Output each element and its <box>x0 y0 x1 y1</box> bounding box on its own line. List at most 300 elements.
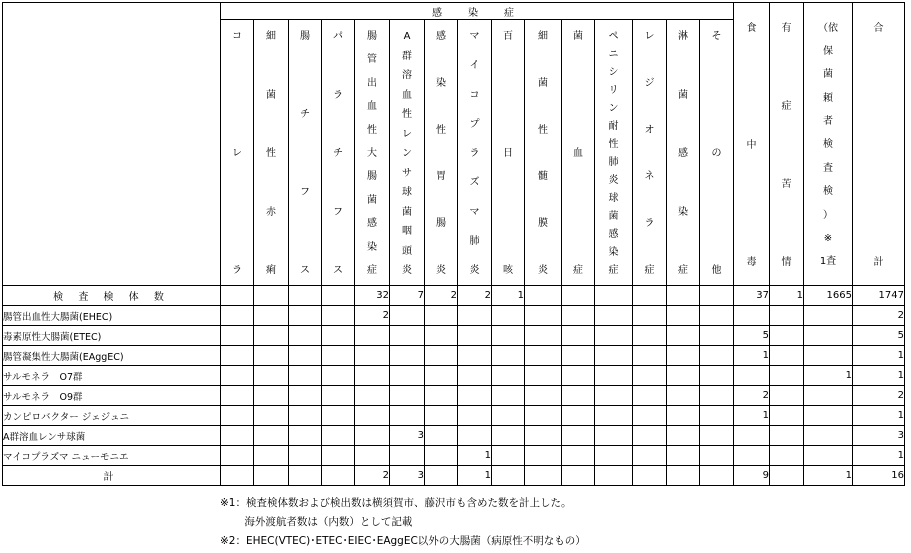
count-cell <box>770 306 804 326</box>
count-cell: 1665 <box>804 286 853 306</box>
header-char: 肺 <box>608 157 619 168</box>
count-cell <box>221 386 254 406</box>
header-char: 菌 <box>538 77 548 89</box>
header-char: 1査 <box>819 256 837 268</box>
header-char: マ <box>469 206 480 218</box>
count-cell <box>770 426 804 446</box>
count-cell <box>221 366 254 386</box>
count-cell <box>667 286 700 306</box>
count-cell <box>425 386 458 406</box>
row-label: A群溶血レンサ球菌 <box>3 426 221 446</box>
header-char: 菌 <box>573 31 583 42</box>
count-cell: 1 <box>734 406 770 426</box>
row-label: 毒素原性大腸菌(ETEC) <box>3 326 221 346</box>
count-cell: 1 <box>734 346 770 366</box>
header-row-top <box>3 3 905 20</box>
header-char: 症 <box>573 265 583 276</box>
table-row <box>3 386 905 406</box>
header-char: 苦 <box>781 178 792 190</box>
count-cell <box>254 386 289 406</box>
count-cell <box>525 426 562 446</box>
count-cell: 3 <box>390 466 425 486</box>
header-char: プ <box>469 118 480 130</box>
count-cell <box>700 326 734 346</box>
header-char: 髄 <box>538 171 548 183</box>
count-cell: 1 <box>458 446 492 466</box>
count-cell <box>425 306 458 326</box>
table-row <box>3 346 905 366</box>
count-cell <box>254 426 289 446</box>
header-char: ン <box>402 148 412 159</box>
header-char: ネ <box>644 171 655 183</box>
count-cell <box>700 366 734 386</box>
count-cell <box>221 406 254 426</box>
table-row <box>3 426 905 446</box>
header-char: 管 <box>367 54 377 66</box>
header-char: 染 <box>678 206 688 218</box>
header-char: 性 <box>367 124 377 136</box>
row-label: カンピロバクター ジェジュニ <box>3 406 221 426</box>
count-cell: 1 <box>770 286 804 306</box>
count-cell <box>595 406 633 426</box>
infection-column-header <box>355 20 390 286</box>
header-char: オ <box>644 124 655 136</box>
count-cell: 5 <box>734 326 770 346</box>
header-char: パ <box>333 31 343 42</box>
count-cell <box>289 446 322 466</box>
table-row <box>3 366 905 386</box>
count-cell: 1 <box>804 366 853 386</box>
count-cell <box>700 406 734 426</box>
count-cell <box>390 366 425 386</box>
complaint-header <box>770 3 804 286</box>
count-cell <box>289 406 322 426</box>
count-cell <box>562 466 595 486</box>
count-cell <box>425 426 458 446</box>
count-cell <box>221 286 254 306</box>
row-label: 計 <box>3 466 221 486</box>
header-char: そ <box>711 31 722 42</box>
count-cell <box>734 366 770 386</box>
count-cell <box>492 326 525 346</box>
header-char: 症 <box>781 100 792 112</box>
header-char: 者 <box>823 116 833 128</box>
header-char: 淋 <box>678 31 688 42</box>
header-char: 毒 <box>746 256 757 268</box>
count-cell: 2 <box>355 466 390 486</box>
count-cell: 1 <box>853 366 905 386</box>
count-cell: 2 <box>853 306 905 326</box>
count-cell <box>734 426 770 446</box>
count-cell <box>700 446 734 466</box>
count-cell <box>525 406 562 426</box>
header-char: コ <box>232 31 242 42</box>
header-char: ラ <box>644 218 655 230</box>
count-cell <box>254 466 289 486</box>
count-cell: 1 <box>853 346 905 366</box>
infection-group-label: 感 染 症 <box>221 3 734 20</box>
header-char: 赤 <box>266 206 276 218</box>
count-cell <box>322 386 355 406</box>
header-char: 腸 <box>300 31 310 42</box>
infection-column-header <box>492 20 525 286</box>
count-cell <box>425 466 458 486</box>
count-cell <box>221 346 254 366</box>
header-char: 咽 <box>402 226 412 237</box>
count-cell <box>525 466 562 486</box>
count-cell <box>221 426 254 446</box>
header-char: 腸 <box>367 171 377 183</box>
table-row <box>3 446 905 466</box>
header-char: 細 <box>266 31 276 42</box>
header-char: 染 <box>367 241 377 253</box>
header-char: 耐 <box>608 121 619 132</box>
count-cell: 16 <box>853 466 905 486</box>
count-cell <box>562 426 595 446</box>
header-char: チ <box>300 109 310 120</box>
infection-column-header <box>390 20 425 286</box>
count-cell <box>804 446 853 466</box>
header-char: 炎 <box>469 265 480 276</box>
header-char: ニ <box>608 49 619 60</box>
count-cell <box>289 426 322 446</box>
count-cell <box>525 346 562 366</box>
count-cell <box>254 446 289 466</box>
header-char: 炎 <box>608 175 619 186</box>
infection-column-header <box>562 20 595 286</box>
header-char: 査 <box>823 162 833 174</box>
count-cell <box>425 446 458 466</box>
footnote-1b: 海外渡航者数は（内数）として記載 <box>220 516 413 528</box>
count-cell <box>633 466 667 486</box>
count-cell <box>425 346 458 366</box>
table-row <box>3 306 905 326</box>
count-cell <box>390 326 425 346</box>
count-cell: 7 <box>390 286 425 306</box>
header-char: 球 <box>402 187 412 198</box>
row-label: 腸管出血性大腸菌(EHEC) <box>3 306 221 326</box>
infection-column-header <box>289 20 322 286</box>
count-cell <box>804 386 853 406</box>
count-cell <box>633 366 667 386</box>
infection-column-header <box>633 20 667 286</box>
header-char: 菌 <box>823 69 833 81</box>
count-cell <box>633 326 667 346</box>
count-cell <box>221 326 254 346</box>
count-cell <box>492 446 525 466</box>
count-cell: 5 <box>853 326 905 346</box>
count-cell <box>289 286 322 306</box>
count-cell: 3 <box>390 426 425 446</box>
header-char: 菌 <box>266 89 276 101</box>
count-cell <box>595 346 633 366</box>
infection-column-header <box>458 20 492 286</box>
row-label: 腸管凝集性大腸菌(EAggEC) <box>3 346 221 366</box>
header-char: 保 <box>823 45 833 57</box>
count-cell <box>458 306 492 326</box>
header-char: 菌 <box>367 194 377 206</box>
count-cell <box>525 366 562 386</box>
header-char: ※ <box>823 233 833 245</box>
header-char: レ <box>232 148 242 159</box>
count-cell <box>492 386 525 406</box>
header-char: 血 <box>402 89 412 101</box>
count-cell <box>700 426 734 446</box>
count-cell: 1 <box>853 446 905 466</box>
count-cell <box>492 426 525 446</box>
count-cell <box>770 346 804 366</box>
inspection-results-table <box>2 2 905 486</box>
count-cell <box>667 466 700 486</box>
count-cell <box>289 386 322 406</box>
count-cell <box>458 386 492 406</box>
count-cell <box>355 346 390 366</box>
count-cell: 1 <box>804 466 853 486</box>
count-cell <box>254 286 289 306</box>
total-header <box>853 3 905 286</box>
header-char: 有 <box>781 22 792 34</box>
footnotes <box>220 494 586 551</box>
header-char: 炎 <box>436 264 446 276</box>
count-cell <box>562 326 595 346</box>
count-cell <box>595 326 633 346</box>
row-label: サルモネラ O7群 <box>3 366 221 386</box>
header-char: チ <box>333 148 343 159</box>
count-cell: 37 <box>734 286 770 306</box>
count-cell <box>254 326 289 346</box>
count-cell <box>322 286 355 306</box>
header-char: 染 <box>436 77 446 89</box>
count-cell <box>322 426 355 446</box>
header-char: 腸 <box>367 31 377 42</box>
count-cell: 1 <box>458 466 492 486</box>
header-char: 球 <box>608 193 619 204</box>
count-cell <box>289 466 322 486</box>
header-char: レ <box>644 31 655 42</box>
header-char: 食 <box>746 22 757 34</box>
count-cell <box>355 366 390 386</box>
count-cell: 2 <box>734 386 770 406</box>
count-cell <box>425 366 458 386</box>
header-char: ス <box>333 265 343 276</box>
header-char: （依 <box>818 22 838 34</box>
header-char: 咳 <box>503 265 513 276</box>
count-cell: 2 <box>355 306 390 326</box>
header-char: 膜 <box>538 218 548 230</box>
count-cell <box>562 406 595 426</box>
header-char: の <box>711 148 722 159</box>
count-cell <box>322 346 355 366</box>
header-char: 症 <box>367 264 377 276</box>
header-char: 肺 <box>469 235 480 247</box>
header-char: フ <box>300 187 310 198</box>
footnote-1: ※1：検査検体数および検出数は横須賀市、藤沢市も含めた数を計上した。 <box>220 497 572 509</box>
header-char: 百 <box>503 31 513 42</box>
count-cell <box>700 306 734 326</box>
count-cell <box>667 406 700 426</box>
count-cell <box>322 326 355 346</box>
header-char: 血 <box>573 148 583 159</box>
count-cell <box>458 406 492 426</box>
header-char: ラ <box>232 265 242 276</box>
count-cell <box>355 406 390 426</box>
infection-column-header <box>525 20 562 286</box>
header-char: 性 <box>402 109 412 120</box>
count-cell <box>254 406 289 426</box>
infection-column-header <box>667 20 700 286</box>
count-cell <box>425 326 458 346</box>
count-cell <box>633 406 667 426</box>
infection-column-header <box>221 20 254 286</box>
count-cell <box>221 446 254 466</box>
header-char: A <box>403 31 411 42</box>
header-char: ン <box>608 103 619 114</box>
header-char: 溶 <box>402 70 412 81</box>
count-cell <box>322 306 355 326</box>
count-cell <box>289 366 322 386</box>
table-row <box>3 286 905 306</box>
header-char: イ <box>469 60 480 72</box>
header-char: 感 <box>436 31 446 42</box>
count-cell <box>770 406 804 426</box>
request-test-header <box>804 3 853 286</box>
header-char: 大 <box>367 147 377 159</box>
count-cell <box>492 346 525 366</box>
count-cell <box>595 286 633 306</box>
header-char: 情 <box>781 256 792 268</box>
header-char: 症 <box>608 265 619 276</box>
count-cell <box>254 366 289 386</box>
count-cell <box>770 366 804 386</box>
header-char: ス <box>300 265 310 276</box>
header-char: 他 <box>711 265 722 276</box>
header-char: 菌 <box>608 211 619 222</box>
count-cell: 2 <box>425 286 458 306</box>
count-cell <box>667 446 700 466</box>
count-cell <box>458 346 492 366</box>
header-char: 頼 <box>823 92 833 104</box>
header-char: 計 <box>873 256 884 268</box>
header-char: 感 <box>678 148 688 159</box>
count-cell <box>595 466 633 486</box>
header-char: 炎 <box>538 264 548 276</box>
count-cell <box>221 466 254 486</box>
count-cell <box>633 346 667 366</box>
row-label: サルモネラ O9群 <box>3 386 221 406</box>
count-cell <box>633 446 667 466</box>
count-cell <box>633 306 667 326</box>
count-cell <box>562 346 595 366</box>
count-cell <box>492 406 525 426</box>
count-cell <box>425 406 458 426</box>
count-cell <box>595 386 633 406</box>
header-char: 検 <box>823 139 833 151</box>
count-cell <box>667 366 700 386</box>
count-cell <box>667 426 700 446</box>
header-char: 胃 <box>436 171 446 183</box>
count-cell <box>734 446 770 466</box>
header-char: 症 <box>678 265 688 276</box>
count-cell <box>355 386 390 406</box>
infection-column-header <box>322 20 355 286</box>
count-cell <box>770 446 804 466</box>
count-cell <box>254 306 289 326</box>
count-cell <box>633 426 667 446</box>
count-cell <box>492 466 525 486</box>
count-cell <box>322 406 355 426</box>
count-cell <box>355 426 390 446</box>
header-char: 炎 <box>402 265 412 276</box>
count-cell <box>254 346 289 366</box>
count-cell <box>633 386 667 406</box>
header-char: ペ <box>608 31 619 42</box>
count-cell: 3 <box>853 426 905 446</box>
header-char: 日 <box>503 148 513 159</box>
count-cell <box>390 406 425 426</box>
header-char: 血 <box>367 101 377 113</box>
count-cell: 2 <box>853 386 905 406</box>
count-cell <box>458 326 492 346</box>
header-char: 痢 <box>266 265 276 276</box>
header-char: 症 <box>644 264 655 276</box>
header-char: 検 <box>823 186 833 198</box>
count-cell <box>804 426 853 446</box>
count-cell <box>700 386 734 406</box>
header-char: 性 <box>608 139 619 150</box>
header-char: 感 <box>608 229 619 240</box>
count-cell <box>289 346 322 366</box>
header-char: ） <box>823 209 833 221</box>
table-row <box>3 466 905 486</box>
count-cell <box>595 426 633 446</box>
header-char: 性 <box>538 124 548 136</box>
count-cell <box>525 326 562 346</box>
header-char: 細 <box>538 31 548 42</box>
count-cell: 9 <box>734 466 770 486</box>
infection-column-header <box>254 20 289 286</box>
count-cell <box>804 306 853 326</box>
count-cell <box>458 366 492 386</box>
header-char: シ <box>608 67 619 78</box>
count-cell <box>667 386 700 406</box>
footnote-2: ※2：EHEC(VTEC)･ETEC･EIEC･EAggEC以外の大腸菌（病原性不明なもの） <box>220 535 586 547</box>
header-char: サ <box>402 167 412 179</box>
count-cell: 32 <box>355 286 390 306</box>
count-cell <box>390 346 425 366</box>
header-char: 群 <box>402 50 412 62</box>
row-label: 検 査 検 体 数 <box>3 286 221 306</box>
count-cell <box>700 466 734 486</box>
header-char: 菌 <box>402 206 412 218</box>
count-cell <box>700 286 734 306</box>
food-poisoning-header <box>734 3 770 286</box>
count-cell: 2 <box>458 286 492 306</box>
count-cell <box>322 446 355 466</box>
infection-column-header <box>425 20 458 286</box>
count-cell <box>562 286 595 306</box>
count-cell <box>700 346 734 366</box>
table-row <box>3 406 905 426</box>
count-cell <box>562 366 595 386</box>
count-cell <box>562 446 595 466</box>
count-cell: 1747 <box>853 286 905 306</box>
header-char: 頭 <box>402 245 412 257</box>
header-char: コ <box>469 89 480 101</box>
count-cell <box>458 426 492 446</box>
header-char: ラ <box>333 89 343 101</box>
count-cell <box>355 326 390 346</box>
count-cell <box>562 306 595 326</box>
